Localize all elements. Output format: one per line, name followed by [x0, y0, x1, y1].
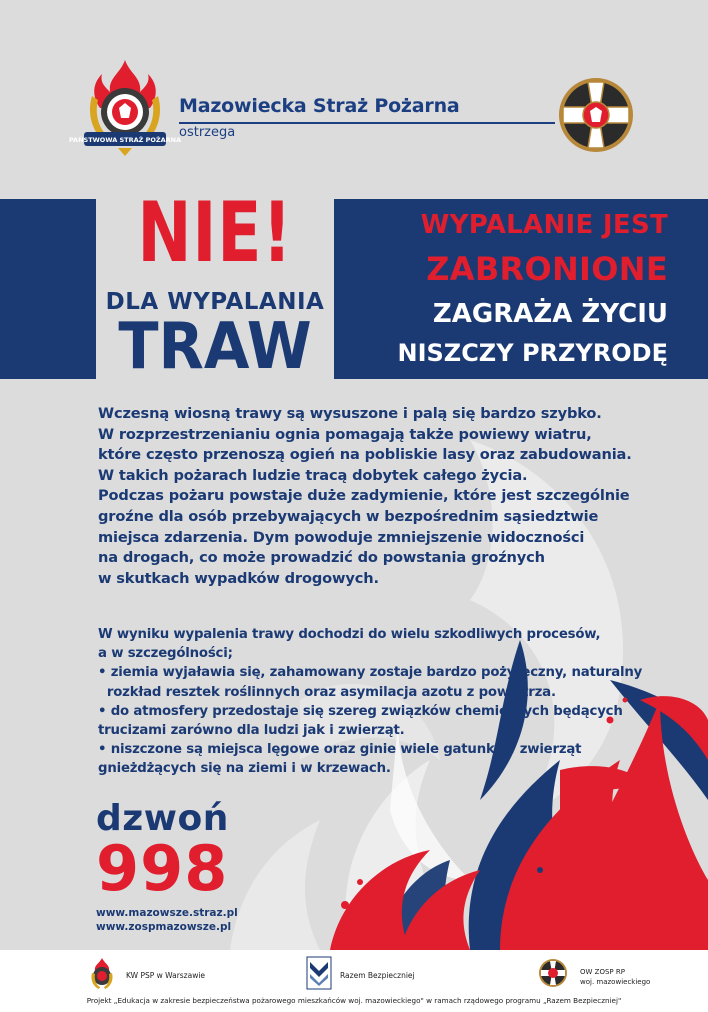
- text-line: Wczesną wiosną trawy są wysuszone i palą się bardzo szybko.: [98, 405, 602, 422]
- traw-headline: TRAW: [118, 310, 312, 384]
- text-line: trucizami zarówno dla ludzi jak i zwierząt.: [98, 723, 405, 739]
- text-line: rozkład resztek roślinnych oraz asymilacja azotu z powietrza.: [98, 684, 556, 700]
- text-line: W rozprzestrzenianiu ognia pomagają także powiewy wiatru,: [98, 425, 592, 443]
- call-label: dzwoń: [96, 798, 229, 839]
- org-name: Mazowiecka Straż Pożarna: [179, 95, 460, 117]
- nie-headline: NIE!: [137, 184, 293, 281]
- zosp-cross-logo: [557, 76, 635, 154]
- text-line: a w szczególności;: [98, 646, 233, 662]
- org-subtitle: ostrzega: [179, 125, 236, 140]
- text-line: • niszczone są miejsca lęgowe oraz ginie wiele gatunków zwierząt: [98, 742, 582, 758]
- text-line: Podczas pożaru powstaje duże zadymienie, które jest szczególnie: [98, 487, 630, 505]
- text-line: W takich pożarach ludzie tracą dobytek całego życia.: [98, 466, 528, 484]
- banner-line-4: NISZCZY PRZYRODĘ: [397, 339, 668, 367]
- header-divider: [179, 122, 555, 124]
- partner-razem-bezpieczniej: Razem Bezpieczniej: [340, 971, 415, 980]
- text-line: w skutkach wypadków drogowych.: [98, 569, 379, 587]
- ow-zosp-logo-icon: [538, 958, 568, 988]
- text-line: na drogach, co może prowadzić do powstania groźnych: [98, 549, 545, 567]
- text-line: miejsca zdarzenia. Dym powoduje zmniejszenie widoczności: [98, 528, 585, 546]
- project-note: Projekt „Edukacja w zakresie bezpieczeństwa pożarowego mieszkańców woj. mazowieckiego" w ramach rządowego programu „Razem Bezpieczniej": [86, 996, 622, 1005]
- banner-line-3: ZAGRAŻA ŻYCIU: [432, 299, 668, 329]
- text-line: groźne dla osób przebywających w bezpośrednim sąsiedztwie: [98, 507, 599, 525]
- partner-kw-psp: KW PSP w Warszawie: [126, 971, 206, 980]
- text-line: W wyniku wypalenia trawy dochodzi do wielu szkodliwych procesów,: [98, 627, 601, 642]
- razem-bezpieczniej-logo-icon: [306, 956, 332, 990]
- dla-wypalania-text: DLA WYPALANIA: [105, 289, 325, 315]
- text-line: • ziemia wyjaławia się, zahamowany zostaje bardzo pożyteczny, naturalny: [98, 665, 643, 681]
- partner-ow-zosp-region: woj. mazowieckiego: [580, 978, 651, 986]
- svg-text:PAŃSTWOWA STRAŻ POŻARNA: PAŃSTWOWA STRAŻ POŻARNA: [68, 136, 182, 144]
- text-line: • do atmosfery przedostaje się szereg związków chemicznych będących: [98, 703, 623, 719]
- banner-line-2: ZABRONIONE: [426, 250, 668, 288]
- info-paragraph-2: [98, 625, 658, 779]
- text-line: które często przenoszą ogień na pobliskie lasy oraz zabudowania.: [98, 446, 632, 464]
- website-link-1[interactable]: www.mazowsze.straz.pl: [96, 907, 238, 919]
- psp-emblem-logo: [68, 56, 182, 160]
- emergency-number: 998: [96, 832, 229, 905]
- banner-line-1: WYPALANIE JEST: [420, 210, 668, 240]
- info-paragraph-1: [98, 404, 658, 589]
- partner-ow-zosp: OW ZOSP RP: [580, 968, 625, 976]
- kw-psp-logo-icon: [88, 957, 116, 991]
- banner-left-band: [0, 199, 96, 379]
- website-link-2[interactable]: www.zospmazowsze.pl: [96, 921, 232, 933]
- text-line: gnieżdżących się na ziemi i w krzewach.: [98, 761, 391, 777]
